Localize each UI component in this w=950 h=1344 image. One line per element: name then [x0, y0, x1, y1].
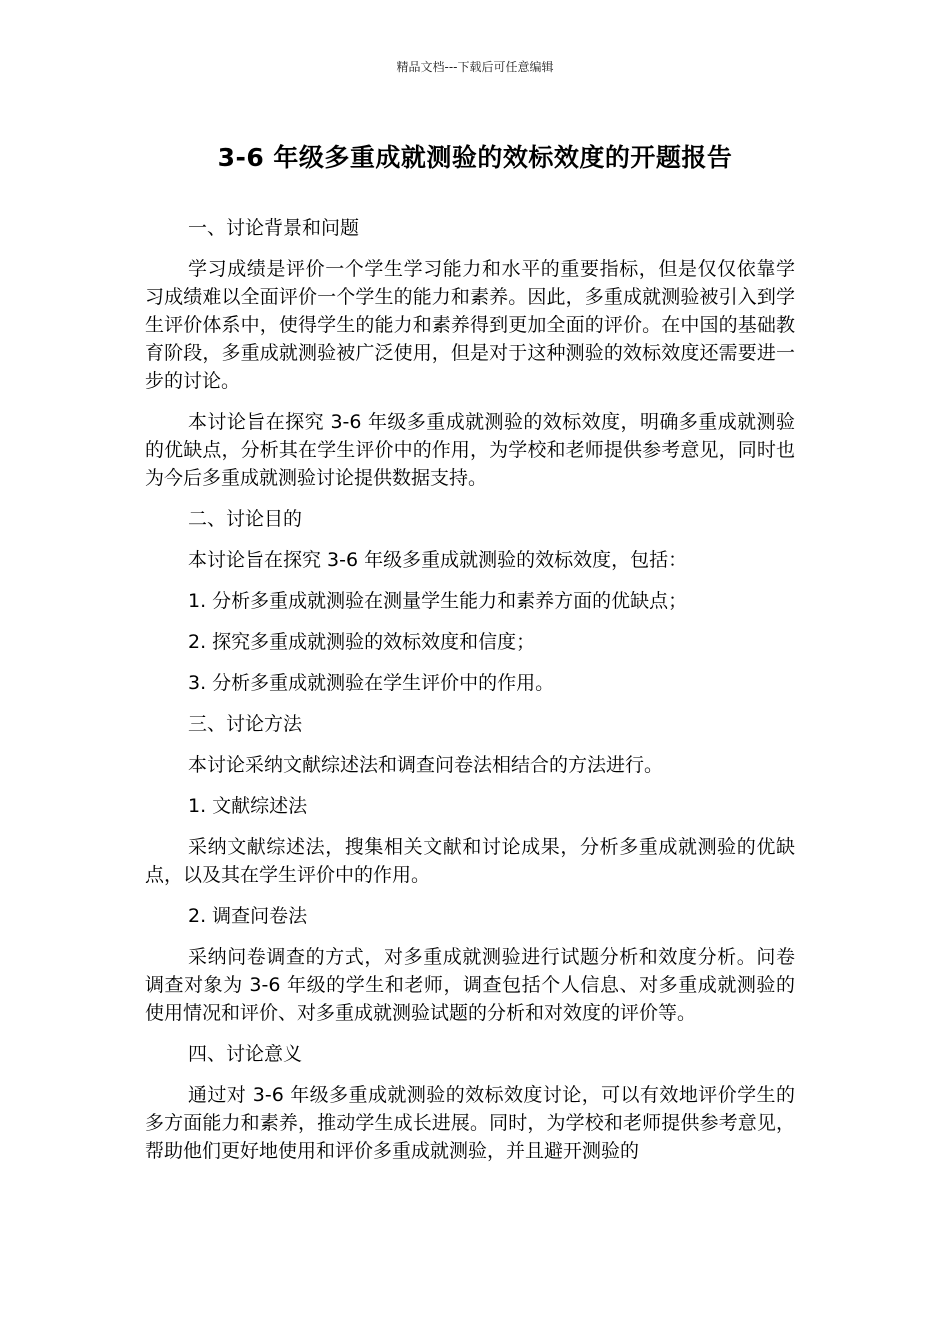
- section-heading-methods: 三、讨论方法: [188, 713, 303, 735]
- purpose-item: 2. 探究多重成就测验的效标效度和信度；: [188, 631, 536, 653]
- section-heading-background: 一、讨论背景和问题: [188, 217, 360, 239]
- section-heading-significance: 四、讨论意义: [188, 1043, 303, 1065]
- paragraph-significance: 通过对 3-6 年级多重成就测验的效标效度讨论，可以有效地评价学生的多方面能力和素养，推动学生成长进展。同时，为学校和老师提供参考意见，帮助他们更好地使用和评价多重成就测验，并且避开测验的: [145, 1084, 795, 1162]
- purpose-item: 1. 分析多重成就测验在测量学生能力和素养方面的优缺点；: [188, 590, 688, 612]
- document-body: [145, 214, 795, 1178]
- paragraph-background: 学习成绩是评价一个学生学习能力和水平的重要指标，但是仅仅依靠学习成绩难以全面评价一个学生的能力和素养。因此，多重成就测验被引入到学生评价体系中，使得学生的能力和素养得到更加全面的评价。在中国的基础教育阶段，多重成就测验被广泛使用，但是对于这种测验的效标效度还需要进一步的讨论。: [145, 258, 795, 392]
- method-label-survey: 2. 调查问卷法: [188, 905, 308, 927]
- method-text-literature: 采纳文献综述法，搜集相关文献和讨论成果，分析多重成就测验的优缺点，以及其在学生评价中的作用。: [145, 836, 795, 886]
- document-title: 3-6 年级多重成就测验的效标效度的开题报告: [217, 143, 733, 172]
- method-label-literature: 1. 文献综述法: [188, 795, 308, 817]
- methods-intro: 本讨论采纳文献综述法和调查问卷法相结合的方法进行。: [188, 754, 664, 776]
- header-note: 精品文档---下载后可任意编辑: [396, 60, 554, 74]
- method-text-survey: 采纳问卷调查的方式，对多重成就测验进行试题分析和效度分析。问卷调查对象为 3-6 年级的学生和老师，调查包括个人信息、对多重成就测验的使用情况和评价、对多重成就测验试题的分析和对效度的评价等。: [145, 946, 795, 1024]
- purpose-intro: 本讨论旨在探究 3-6 年级多重成就测验的效标效度，包括：: [188, 549, 688, 571]
- purpose-item: 3. 分析多重成就测验在学生评价中的作用。: [188, 672, 555, 694]
- paragraph-aim: 本讨论旨在探究 3-6 年级多重成就测验的效标效度，明确多重成就测验的优缺点，分析其在学生评价中的作用，为学校和老师提供参考意见，同时也为今后多重成就测验讨论提供数据支持。: [145, 411, 795, 489]
- section-heading-purpose: 二、讨论目的: [188, 508, 303, 530]
